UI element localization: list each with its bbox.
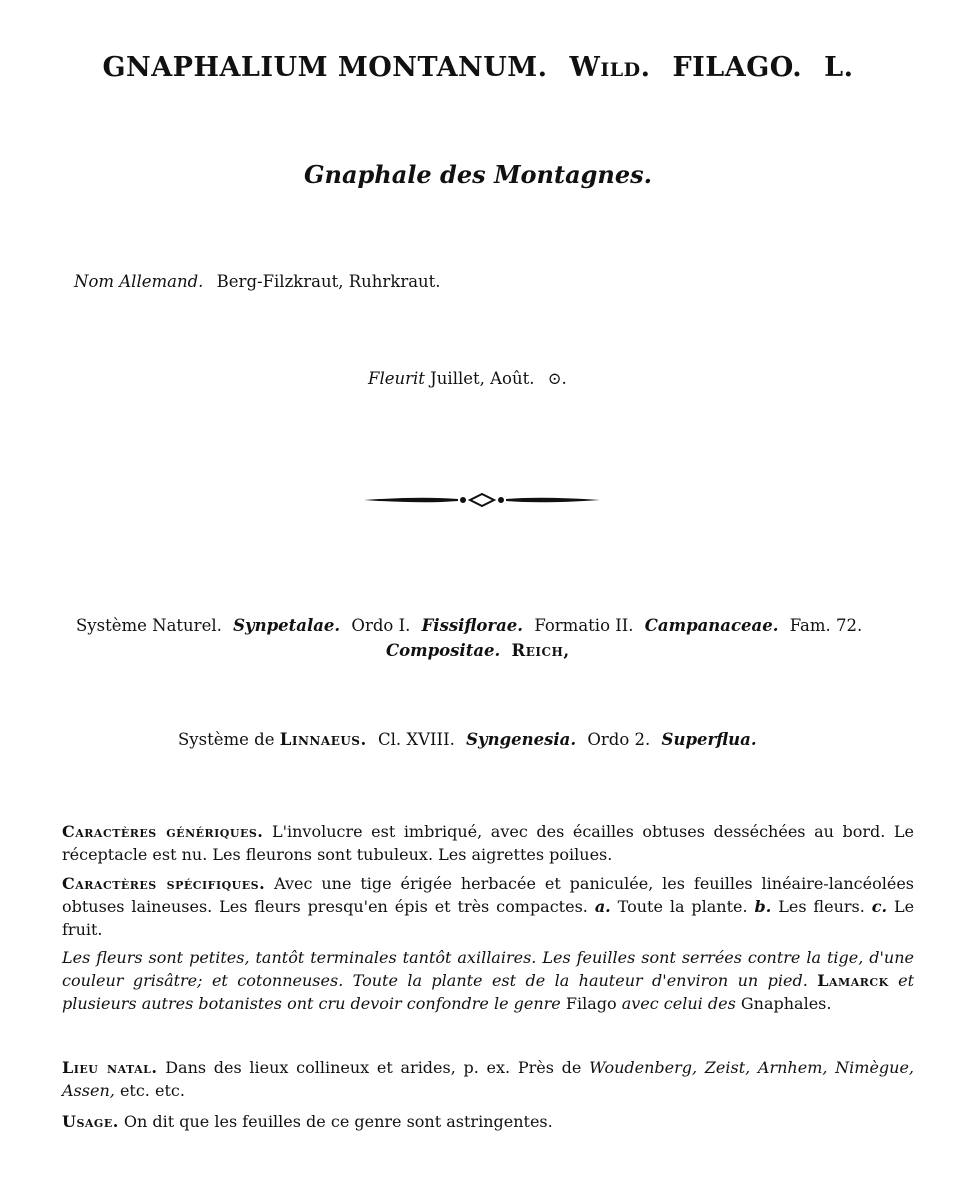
linnaeus-system-line — [178, 730, 763, 749]
flowering-line — [368, 369, 567, 388]
title-author: Wild. — [569, 52, 651, 83]
figure-b-marker: b. — [754, 897, 772, 916]
french-name: Gnaphale des Montagnes. — [304, 160, 652, 189]
title-species: GNAPHALIUM MONTANUM. — [102, 52, 548, 83]
description-note-text-2: et plusieurs autres botanistes ont cru devoir confondre le genre — [62, 971, 915, 1013]
formatio-2: Formatio II. — [534, 616, 634, 635]
superflua: Superflua. — [661, 730, 757, 749]
linnaeus-system-label: Système de — [178, 730, 275, 749]
fissiflorae: Fissiflorae. — [421, 616, 524, 635]
synpetalae: Synpetalae. — [233, 616, 341, 635]
annual-symbol: ⊙. — [547, 369, 567, 388]
filago: Filago — [565, 994, 617, 1013]
generic-characters-paragraph — [62, 820, 914, 866]
description-note-paragraph — [62, 946, 914, 1015]
native-place-etc: etc. etc. — [119, 1081, 185, 1100]
class-18: Cl. XVIII. — [377, 730, 455, 749]
figure-a-caption: Toute la plante. — [617, 897, 748, 916]
ornament-divider — [362, 490, 602, 510]
generic-characters-label: Caractères génériques. — [62, 822, 264, 841]
campanaceae: Campanaceae. — [644, 616, 779, 635]
specific-characters-text: Avec une tige érigée herbacée et paniculée, les feuilles linéaire-lancéolées obtuses laineuses. Les fleurs presqu'en épis et très compactes. — [62, 874, 915, 916]
reich: Reich, — [511, 641, 570, 660]
german-name-label: Nom Allemand. — [74, 272, 204, 291]
german-name-line — [74, 272, 441, 291]
specific-characters-label: Caractères spécifiques. — [62, 874, 266, 893]
flowering-label: Fleurit — [368, 369, 425, 388]
natural-system-line-2 — [386, 641, 570, 660]
usage-label: Usage. — [62, 1112, 119, 1131]
generic-characters-text: L'involucre est imbriqué, avec des écailles obtuses desséchées au bord. Le réceptacle est nu. Les fleurons sont tubuleux. Les aigrettes poilues. — [62, 822, 915, 864]
natural-system-line — [76, 616, 868, 635]
native-place-label: Lieu natal. — [62, 1058, 158, 1077]
figure-c-marker: c. — [871, 897, 888, 916]
syngenesia: Syngenesia. — [466, 730, 577, 749]
description-note-text-3: avec celui des — [621, 994, 736, 1013]
ordo-1: Ordo I. — [351, 616, 411, 635]
ordo-2: Ordo 2. — [587, 730, 651, 749]
native-place-locations: Woudenberg, Zeist, Arnhem, Nimègue, Assen, — [62, 1058, 915, 1100]
specific-characters-paragraph — [62, 872, 914, 941]
page-title — [0, 52, 956, 83]
description-note-text: Les fleurs sont petites, tantôt terminales tantôt axillaires. Les feuilles sont serrées contre la tige, d'une couleur grisâtre; et cotonneuses. Toute la plante est de la hauteur d'environ un pied. — [62, 948, 914, 990]
german-name-value: Berg-Filzkraut, Ruhrkraut. — [216, 272, 441, 291]
usage-paragraph — [62, 1110, 914, 1133]
figure-c-caption: Le fruit. — [62, 897, 915, 939]
usage-text: On dit que les feuilles de ce genre sont astringentes. — [123, 1112, 553, 1131]
compositae: Compositae. — [386, 641, 501, 660]
lamarck: Lamarck — [817, 971, 889, 990]
native-place-paragraph — [62, 1056, 914, 1102]
flowering-months: Juillet, Août. — [430, 369, 535, 388]
figure-b-caption: Les fleurs. — [778, 897, 865, 916]
native-place-text: Dans des lieux collineux et arides, p. ex. Près de — [165, 1058, 582, 1077]
figure-a-marker: a. — [594, 897, 611, 916]
gnaphales: Gnaphales. — [740, 994, 832, 1013]
linnaeus: Linnaeus. — [279, 730, 367, 749]
title-genus: FILAGO. — [672, 52, 803, 83]
natural-system-label: Système Naturel. — [76, 616, 222, 635]
family-number: Fam. 72. — [789, 616, 863, 635]
title-genus-author: L. — [824, 52, 854, 83]
